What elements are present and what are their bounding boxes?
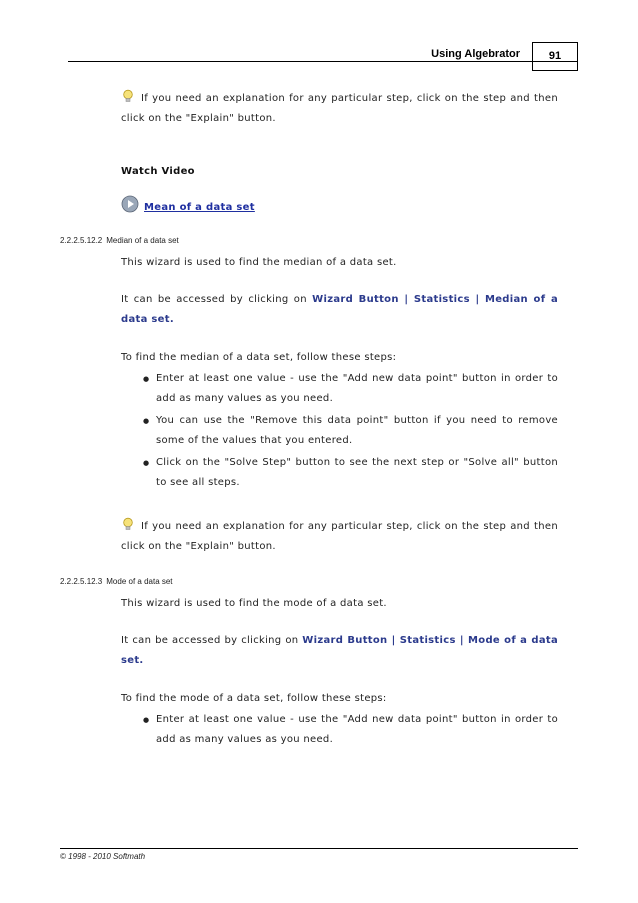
mean-video-link[interactable]: Mean of a data set [144, 202, 255, 213]
median-section-title: Median of a data set [106, 236, 179, 245]
median-intro: This wizard is used to find the median of a data set. [121, 257, 397, 268]
watch-video-heading: Watch Video [121, 166, 195, 177]
mode-section-number: 2.2.2.5.12.3 [60, 577, 103, 586]
median-steps-intro: To find the median of a data set, follow these steps: [121, 352, 397, 363]
tip-paragraph-1 [121, 89, 558, 129]
video-link-row[interactable] [121, 195, 558, 218]
median-section-heading [60, 236, 179, 245]
median-step-1: ● Enter at least one value - use the "Add new data point" button in order to add as many values as you need. [143, 369, 558, 409]
mode-steps-list [143, 710, 558, 752]
footer-copyright: © 1998 - 2010 Softmath [60, 852, 146, 861]
page-number: 91 [532, 42, 578, 71]
running-header-title: Using Algebrator [431, 48, 520, 60]
mode-step-1: ● Enter at least one value - use the "Add new data point" button in order to add as many values as you need. [143, 710, 558, 750]
play-icon[interactable] [121, 195, 139, 213]
footer-rule [60, 848, 578, 849]
tip-text-2: If you need an explanation for any particular step, click on the step and then click on the "Explain" button. [121, 521, 558, 552]
tip-paragraph-2 [121, 517, 558, 557]
mode-section-title: Mode of a data set [106, 577, 173, 586]
median-steps-list [143, 369, 558, 495]
median-section-number: 2.2.2.5.12.2 [60, 236, 103, 245]
mode-steps-intro: To find the mode of a data set, follow these steps: [121, 693, 387, 704]
median-step-2: ● You can use the "Remove this data point" button if you need to remove some of the values that you entered. [143, 411, 558, 451]
median-step-3: ● Click on the "Solve Step" button to see the next step or "Solve all" button to see all steps. [143, 453, 558, 493]
mode-intro: This wizard is used to find the mode of a data set. [121, 598, 387, 609]
median-access-path: Wizard Button | Statistics | Median of a data set. [121, 294, 559, 325]
lightbulb-icon [121, 517, 135, 531]
mode-access [121, 631, 558, 671]
median-access-prefix: It can be accessed by clicking on [121, 294, 313, 305]
lightbulb-icon [121, 89, 135, 103]
mode-section-heading [60, 577, 173, 586]
mode-access-path: Wizard Button | Statistics | Mode of a data set. [121, 635, 559, 666]
median-access [121, 290, 558, 330]
tip-text-1: If you need an explanation for any particular step, click on the step and then click on the "Explain" button. [121, 93, 558, 124]
header-rule [68, 61, 578, 62]
mode-access-prefix: It can be accessed by clicking on [121, 635, 303, 646]
